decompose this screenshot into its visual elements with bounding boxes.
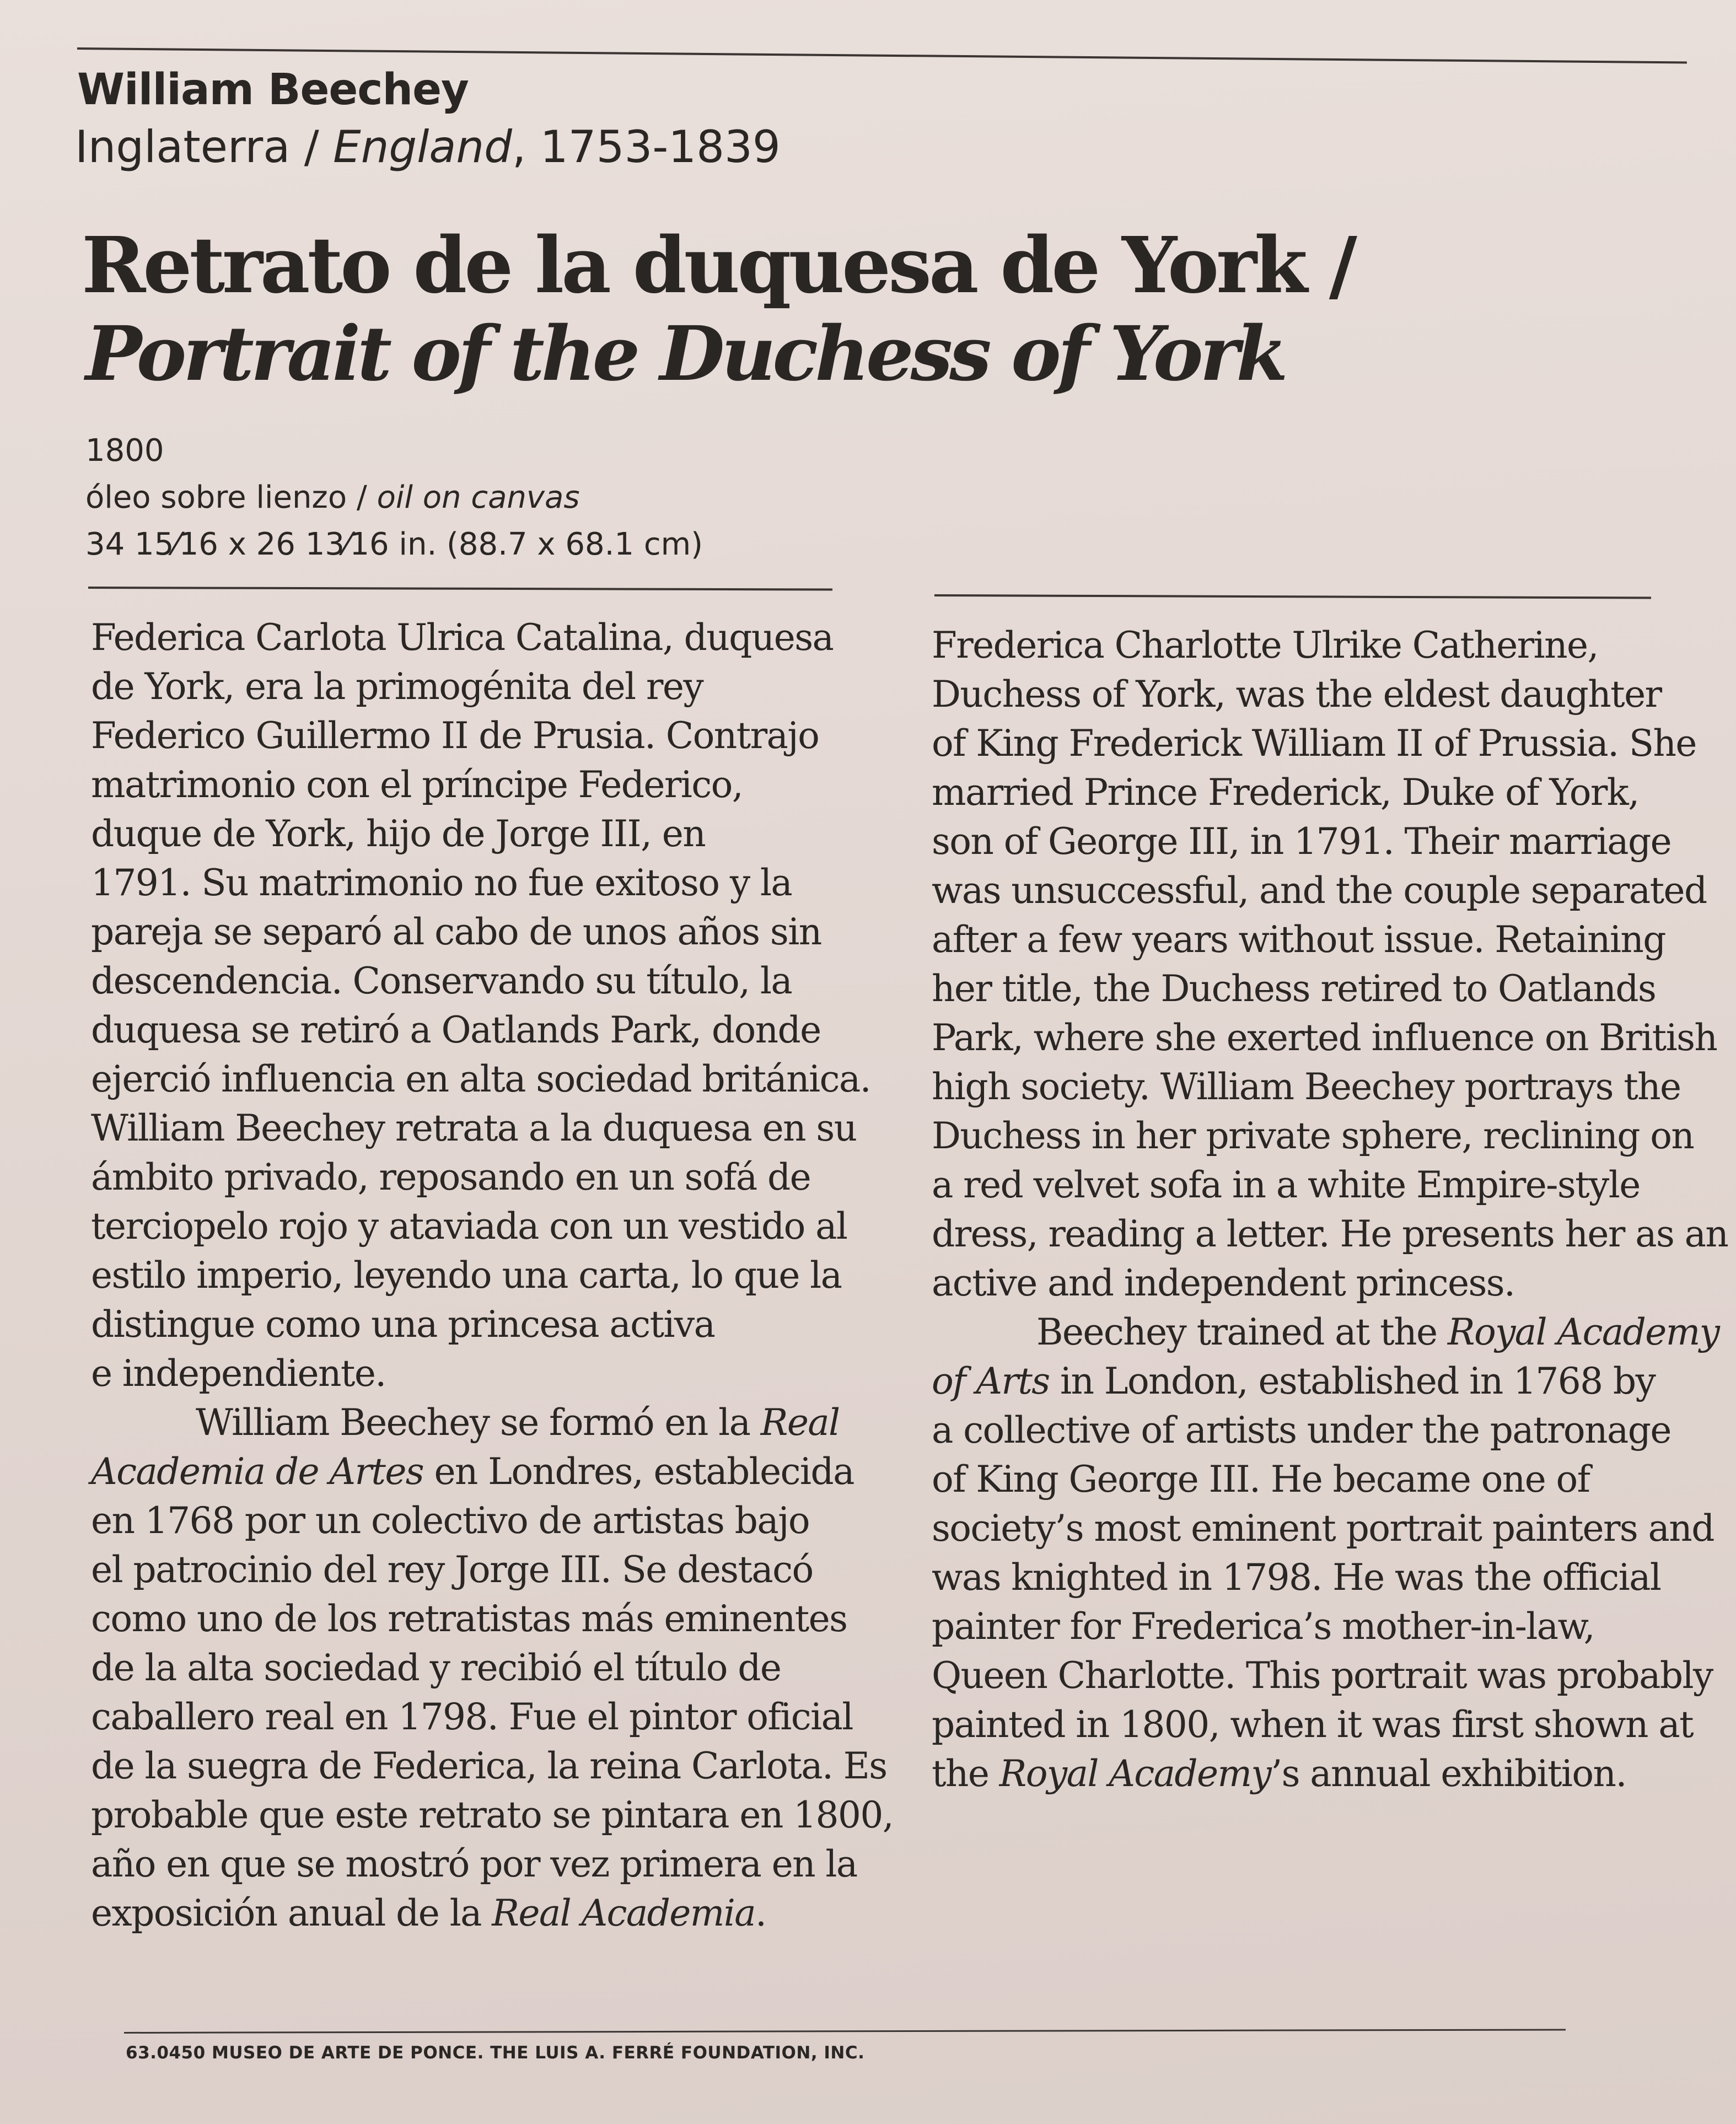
text-line: society’s most eminent portrait painters and (932, 1507, 1714, 1550)
text-line: after a few years without issue. Retaining (932, 918, 1665, 961)
text-run: the (932, 1752, 999, 1795)
text-line: probable que este retrato se pintara en 1800, (91, 1794, 894, 1836)
description-en (932, 621, 1728, 1798)
origin-separator: / (304, 121, 319, 173)
text-run-italic: Academia de Artes (91, 1450, 424, 1493)
text-line: son of George III, in 1791. Their marriage (932, 820, 1671, 863)
text-run-italic: of Arts (932, 1360, 1050, 1402)
text-line (91, 1398, 893, 1447)
text-line: descendencia. Conservando su título, la (91, 960, 792, 1002)
text-line (932, 1749, 1728, 1798)
text-line: Queen Charlotte. This portrait was probably (932, 1654, 1713, 1697)
text-line: 1791. Su matrimonio no fue exitoso y la (91, 862, 792, 904)
text-line: a collective of artists under the patronage (932, 1409, 1671, 1451)
text-line: el patrocinio del rey Jorge III. Se destacó (91, 1548, 813, 1591)
text-line: duquesa se retiró a Oatlands Park, donde (91, 1009, 821, 1051)
artwork-title-en: Portrait of the Duchess of York (85, 310, 1285, 398)
text-line: active and independent princess. (932, 1262, 1515, 1304)
text-line (91, 1889, 893, 1938)
text-line: de la alta sociedad y recibió el título de (91, 1647, 781, 1689)
text-line: dress, reading a letter. He presents her as an (932, 1213, 1728, 1255)
text-line: Federico Guillermo II de Prusia. Contrajo (91, 714, 819, 757)
text-run: exposición anual de la (91, 1892, 492, 1934)
text-line: en 1768 por un colectivo de artistas bajo (91, 1499, 810, 1542)
column-divider-en (934, 594, 1651, 599)
text-line: como uno de los retratistas más eminentes (91, 1598, 847, 1640)
text-line: painter for Frederica’s mother-in-law, (932, 1605, 1594, 1648)
origin-es: Inglaterra (75, 121, 291, 173)
text-run-italic: Royal Academy (1447, 1311, 1719, 1353)
text-line (932, 1357, 1728, 1406)
text-run: . (755, 1892, 766, 1934)
text-line: estilo imperio, leyendo una carta, lo que la (91, 1254, 842, 1297)
text-line: de la suegra de Federica, la reina Carlota. Es (91, 1745, 887, 1787)
text-line: Park, where she exerted influence on British (932, 1017, 1717, 1059)
text-line: a red velvet sofa in a white Empire-style (932, 1164, 1640, 1206)
column-divider-es (88, 587, 832, 591)
text-run: William Beechey se formó en la (196, 1401, 761, 1444)
artwork-dimensions: 34 15⁄16 x 26 13⁄16 in. (88.7 x 68.1 cm) (85, 526, 703, 562)
bottom-divider (124, 2029, 1566, 2034)
text-line: was unsuccessful, and the couple separated (932, 869, 1707, 912)
artist-dates: , 1753-1839 (512, 121, 781, 173)
text-run-italic: Real Academia (492, 1892, 755, 1934)
artist-origin (75, 121, 781, 173)
text-line: of King Frederick William II of Prussia. She (932, 722, 1696, 765)
text-line: married Prince Frederick, Duke of York, (932, 771, 1639, 814)
text-line (932, 1308, 1728, 1357)
text-line: pareja se separó al cabo de unos años sin (91, 911, 821, 953)
credit-line: 63.0450 MUSEO DE ARTE DE PONCE. THE LUIS A. FERRÉ FOUNDATION, INC. (126, 2043, 865, 2063)
text-run: Beechey trained at the (1036, 1311, 1448, 1353)
medium-es: óleo sobre lienzo / (85, 480, 367, 515)
text-line: Duchess of York, was the eldest daughter (932, 673, 1662, 716)
text-line (91, 1447, 893, 1496)
text-line: high society. William Beechey portrays the (932, 1066, 1681, 1108)
text-line: terciopelo rojo y ataviada con un vestido al (91, 1205, 847, 1247)
medium-en: oil on canvas (377, 480, 580, 515)
text-run: ’s annual exhibition. (1271, 1752, 1626, 1795)
text-run: en Londres, establecida (423, 1450, 854, 1493)
text-line: ámbito privado, reposando en un sofá de (91, 1156, 811, 1198)
artist-name: William Beechey (77, 65, 469, 115)
text-line: ejerció influencia en alta sociedad británica. (91, 1058, 871, 1100)
text-run-italic: Real (760, 1401, 840, 1444)
text-run: in London, established in 1768 by (1049, 1360, 1656, 1402)
text-line: her title, the Duchess retired to Oatlands (932, 967, 1656, 1010)
text-line: Frederica Charlotte Ulrike Catherine, (932, 624, 1598, 666)
text-line: was knighted in 1798. He was the official (932, 1556, 1661, 1599)
text-line: William Beechey retrata a la duquesa en su (91, 1107, 857, 1149)
text-line: distingue como una princesa activa (91, 1303, 715, 1346)
text-line: Federica Carlota Ulrica Catalina, duquesa (91, 616, 834, 659)
text-line: duque de York, hijo de Jorge III, en (91, 813, 706, 855)
text-line: de York, era la primogénita del rey (91, 665, 703, 708)
artwork-title-es: Retrato de la duquesa de York / (82, 221, 1355, 311)
origin-en: England (333, 121, 512, 173)
description-es (91, 613, 893, 1938)
artwork-medium (85, 480, 580, 515)
text-line: año en que se mostró por vez primera en la (91, 1843, 857, 1885)
text-line: caballero real en 1798. Fue el pintor oficial (91, 1696, 853, 1738)
text-line: painted in 1800, when it was first shown at (932, 1703, 1694, 1746)
artwork-year: 1800 (85, 433, 164, 469)
text-line: e independiente. (91, 1352, 386, 1395)
top-divider (77, 47, 1687, 63)
text-line: Duchess in her private sphere, reclining on (932, 1115, 1694, 1157)
text-run-italic: Royal Academy (999, 1752, 1271, 1795)
text-line: of King George III. He became one of (932, 1458, 1590, 1501)
text-line: matrimonio con el príncipe Federico, (91, 763, 743, 806)
